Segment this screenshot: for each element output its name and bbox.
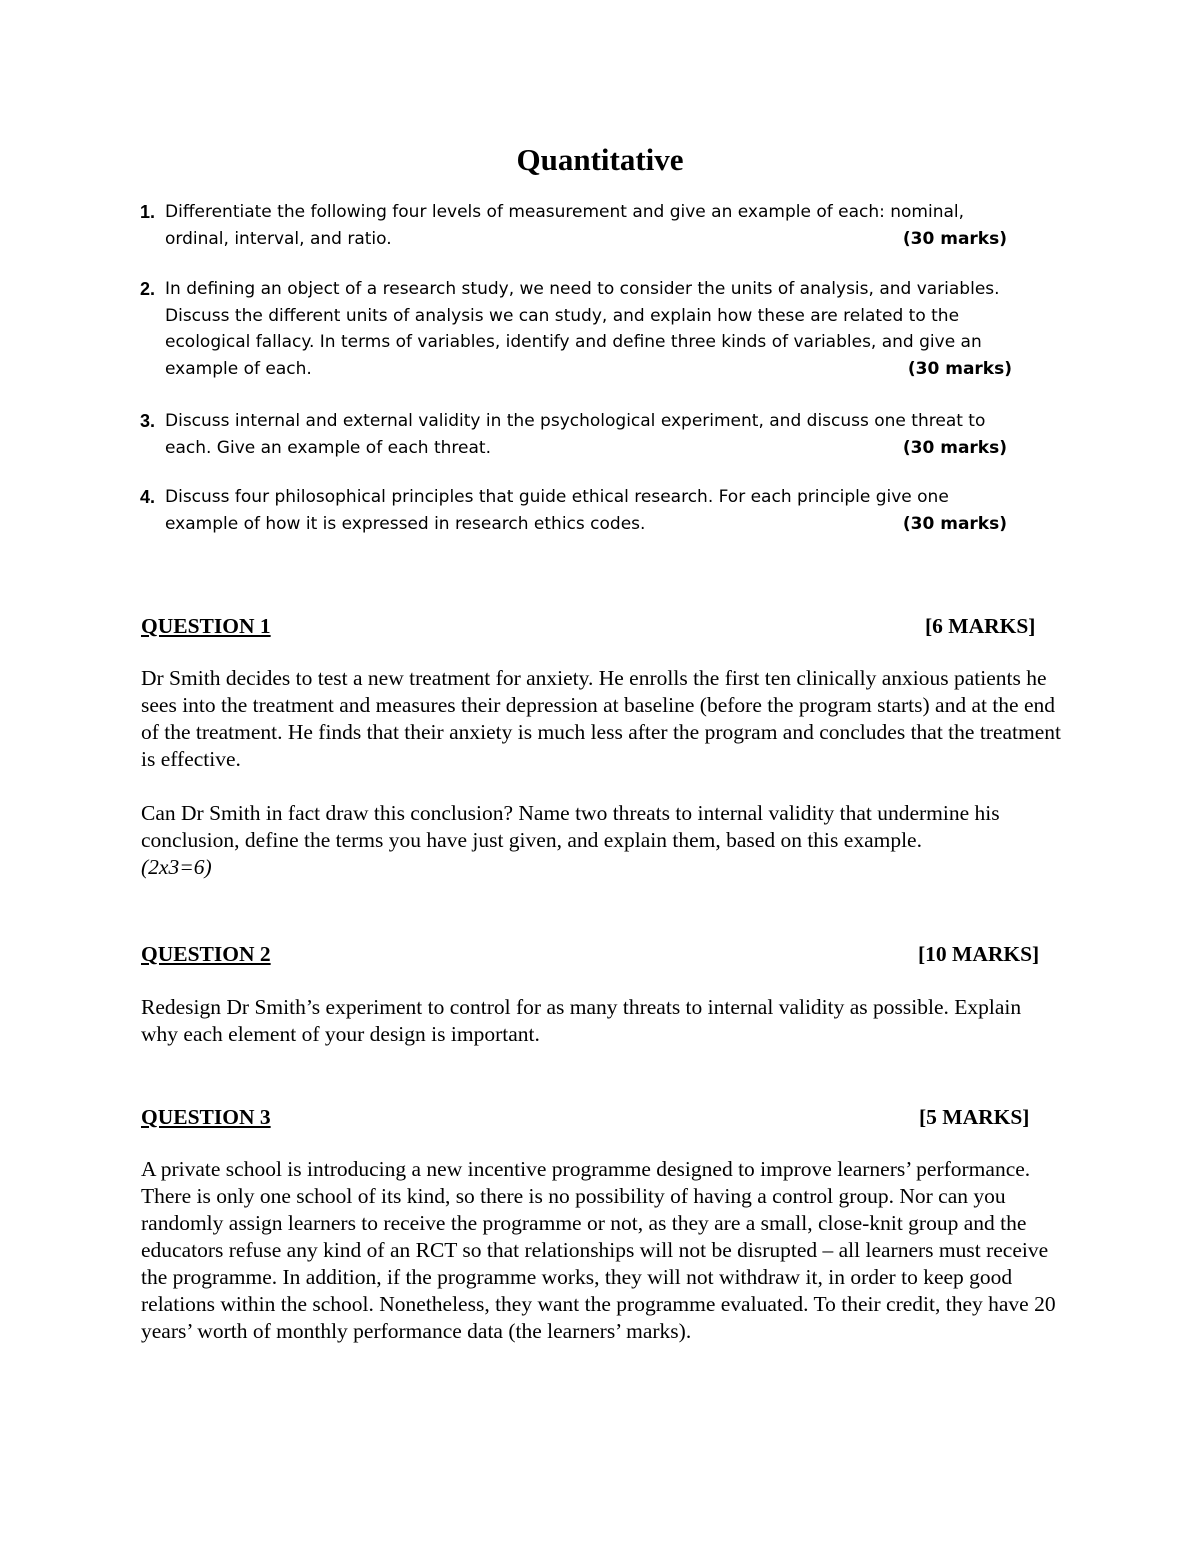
list-item-2 [140,276,1020,382]
item-number: 3. [140,411,156,431]
item-text: Differentiate the following four levels of measurement and give an example of each: nominal, ordinal, interval, and ratio. [165,202,965,249]
question-title: QUESTION 2 [141,942,271,966]
question-marks: [6 MARKS] [925,614,1036,638]
question-marks: [10 MARKS] [918,942,1040,966]
item-text: In defining an object of a research study, we need to consider the units of analysis, and variables. Discuss the different units of analysis we can study, and explain how these are related to the ecological fallacy. In terms of variables, identify and define three kinds of variables, and give an example of each. [165,279,1000,379]
question-marks: [5 MARKS] [919,1105,1030,1129]
item-marks: (30 marks) [907,358,1012,379]
question-3-paragraph-1: A private school is introducing a new incentive programme designed to improve learners’ performance. There is only one school of its kind, so there is no possibility of having a control group. Nor can you randomly assign learners to receive the programme or not, as they are a small, close-knit group and the educators refuse any kind of an RCT so that relationships will not be disrupted – all learners must receive the programme. In addition, if the programme works, they will not withdraw it, in order to keep good relations within the school. Nonetheless, they want the programme evaluated. To their credit, they have 20 years’ worth of monthly performance data (the learners’ marks). [141,1157,1056,1343]
item-marks: (30 marks) [902,513,1007,534]
item-marks: (30 marks) [902,437,1007,458]
question-title: QUESTION 3 [141,1105,271,1129]
list-item-1 [140,199,1020,252]
item-text: Discuss four philosophical principles that guide ethical research. For each principle give one example of how it is expressed in research ethics codes. [165,487,949,534]
question-title: QUESTION 1 [141,614,271,638]
question-2-paragraph-1: Redesign Dr Smith’s experiment to control for as many threats to internal validity as possible. Explain why each element of your design is important. [141,995,1022,1046]
item-number: 2. [140,279,156,299]
page-title: Quantitative [516,142,684,177]
list-item-4 [140,484,1020,537]
item-marks: (30 marks) [902,228,1007,249]
question-1-header [141,612,1050,640]
marks-breakdown: (2x3=6) [141,855,212,879]
item-number: 1. [140,202,156,222]
question-2-header [141,940,1050,968]
item-text: Discuss internal and external validity in the psychological experiment, and discuss one threat to each. Give an example of each threat. [165,411,986,458]
list-item-3 [140,408,1020,461]
question-1-paragraph-2 [141,800,1071,881]
question-1-paragraph-1: Dr Smith decides to test a new treatment for anxiety. He enrolls the first ten clinically anxious patients he sees into the treatment and measures their depression at baseline (before the program starts) and at the end of the treatment. He finds that their anxiety is much less after the program and concludes that the treatment is effective. [141,666,1062,771]
paragraph-text: Can Dr Smith in fact draw this conclusion? Name two threats to internal validity that undermine his conclusion, define the terms you have just given, and explain them, based on this example. [141,801,1000,852]
question-3-header [141,1103,1050,1131]
item-number: 4. [140,487,156,507]
